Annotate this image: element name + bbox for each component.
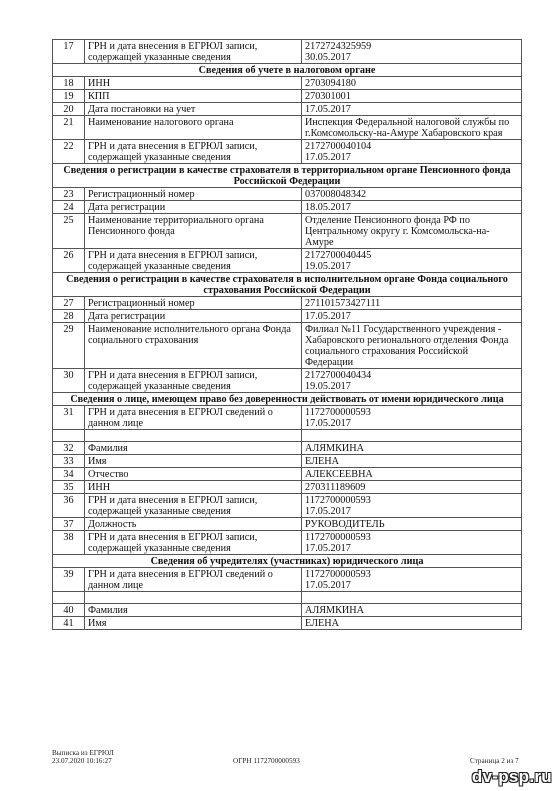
field-label: Регистрационный номер bbox=[85, 188, 302, 201]
table-row bbox=[53, 214, 522, 249]
section-header-row bbox=[53, 164, 522, 188]
field-value: 1172700000593 17.05.2017 bbox=[302, 568, 522, 592]
table-row bbox=[53, 77, 522, 90]
field-value: АЛЯМКИНА bbox=[302, 604, 522, 617]
row-number: 39 bbox=[53, 568, 85, 592]
row-number: 38 bbox=[53, 531, 85, 555]
table-row bbox=[53, 310, 522, 323]
field-value: 2172700040104 17.05.2017 bbox=[302, 140, 522, 164]
field-value: 17.05.2017 bbox=[302, 310, 522, 323]
section-title: Сведения об учете в налоговом органе bbox=[53, 64, 522, 77]
field-label: ГРН и дата внесения в ЕГРЮЛ записи, содержащей указанные сведения bbox=[85, 494, 302, 518]
row-number: 30 bbox=[53, 369, 85, 393]
table-row bbox=[53, 442, 522, 455]
field-label: Наименование налогового органа bbox=[85, 116, 302, 140]
field-value: Инспекция Федеральной налоговой службы по г.Комсомольску-на-Амуре Хабаровского края bbox=[302, 116, 522, 140]
field-label: Регистрационный номер bbox=[85, 297, 302, 310]
row-number: 29 bbox=[53, 323, 85, 369]
field-value: РУКОВОДИТЕЛЬ bbox=[302, 518, 522, 531]
field-label: ГРН и дата внесения в ЕГРЮЛ записи, содержащей указанные сведения bbox=[85, 249, 302, 273]
row-number: 23 bbox=[53, 188, 85, 201]
field-label: Имя bbox=[85, 455, 302, 468]
row-number: 35 bbox=[53, 481, 85, 494]
field-value: 1172700000593 17.05.2017 bbox=[302, 531, 522, 555]
table-row bbox=[53, 140, 522, 164]
table-row bbox=[53, 201, 522, 214]
field-value: 17.05.2017 bbox=[302, 103, 522, 116]
section-header-row bbox=[53, 555, 522, 568]
row-number: 31 bbox=[53, 406, 85, 430]
table-row bbox=[53, 90, 522, 103]
table-row bbox=[53, 604, 522, 617]
field-label: ИНН bbox=[85, 77, 302, 90]
row-number: 32 bbox=[53, 442, 85, 455]
row-number: 28 bbox=[53, 310, 85, 323]
table-row bbox=[53, 481, 522, 494]
table-row bbox=[53, 455, 522, 468]
section-title: Сведения о лице, имеющем право без доверенности действовать от имени юридического лица bbox=[53, 393, 522, 406]
footer-page-number: Страница 2 из 7 bbox=[470, 757, 519, 765]
field-value: 271101573427111 bbox=[302, 297, 522, 310]
field-label: ГРН и дата внесения в ЕГРЮЛ сведений о данном лице bbox=[85, 406, 302, 430]
table-row bbox=[53, 568, 522, 592]
field-value: 270301001 bbox=[302, 90, 522, 103]
field-label: Наименование исполнительного органа Фонда социального страхования bbox=[85, 323, 302, 369]
watermark: dv-psp.ru bbox=[471, 767, 552, 786]
table-row bbox=[53, 323, 522, 369]
row-number: 40 bbox=[53, 604, 85, 617]
row-number: 20 bbox=[53, 103, 85, 116]
field-value: ЕЛЕНА bbox=[302, 455, 522, 468]
field-label: ГРН и дата внесения в ЕГРЮЛ сведений о данном лице bbox=[85, 568, 302, 592]
row-number: 22 bbox=[53, 140, 85, 164]
table-row bbox=[53, 249, 522, 273]
table-row bbox=[53, 369, 522, 393]
empty-cell bbox=[85, 430, 302, 442]
field-label: Должность bbox=[85, 518, 302, 531]
field-label: ГРН и дата внесения в ЕГРЮЛ записи, содержащей указанные сведения bbox=[85, 140, 302, 164]
section-title: Сведения об учредителях (участниках) юридического лица bbox=[53, 555, 522, 568]
section-title: Сведения о регистрации в качестве страхователя в территориальном органе Пенсионного фонда Российской Федерации bbox=[53, 164, 522, 188]
field-label: Фамилия bbox=[85, 604, 302, 617]
field-label: ГРН и дата внесения в ЕГРЮЛ записи, содержащей указанные сведения bbox=[85, 531, 302, 555]
field-label: Дата регистрации bbox=[85, 201, 302, 214]
footer-left bbox=[52, 749, 114, 765]
field-label: Фамилия bbox=[85, 442, 302, 455]
field-value: 1172700000593 17.05.2017 bbox=[302, 494, 522, 518]
field-label: Дата постановки на учет bbox=[85, 103, 302, 116]
empty-cell bbox=[85, 592, 302, 604]
field-value: АЛЯМКИНА bbox=[302, 442, 522, 455]
table-row bbox=[53, 297, 522, 310]
field-value: 270311189609 bbox=[302, 481, 522, 494]
field-value: 1172700000593 17.05.2017 bbox=[302, 406, 522, 430]
field-value: 18.05.2017 bbox=[302, 201, 522, 214]
footer-doc-title: Выписка из ЕГРЮЛ bbox=[52, 749, 114, 757]
row-number: 17 bbox=[53, 40, 85, 64]
section-header-row bbox=[53, 393, 522, 406]
row-number: 27 bbox=[53, 297, 85, 310]
field-value: 2172700040434 19.05.2017 bbox=[302, 369, 522, 393]
spacer-row bbox=[53, 592, 522, 604]
row-number: 19 bbox=[53, 90, 85, 103]
row-number: 26 bbox=[53, 249, 85, 273]
egrul-table-body bbox=[53, 40, 522, 630]
empty-cell bbox=[53, 430, 85, 442]
empty-cell bbox=[302, 592, 522, 604]
table-row bbox=[53, 40, 522, 64]
table-row bbox=[53, 103, 522, 116]
spacer-row bbox=[53, 430, 522, 442]
field-value: Филиал №11 Государственного учреждения - Хабаровского регионального отделения Фонда социального страхования Российской Федерации bbox=[302, 323, 522, 369]
field-label: Наименование территориального органа Пенсионного фонда bbox=[85, 214, 302, 249]
field-value: 2703094180 bbox=[302, 77, 522, 90]
table-row bbox=[53, 406, 522, 430]
field-label: Имя bbox=[85, 617, 302, 630]
row-number: 36 bbox=[53, 494, 85, 518]
row-number: 21 bbox=[53, 116, 85, 140]
egrul-table bbox=[52, 39, 522, 630]
empty-cell bbox=[53, 592, 85, 604]
table-row bbox=[53, 188, 522, 201]
row-number: 25 bbox=[53, 214, 85, 249]
row-number: 18 bbox=[53, 77, 85, 90]
section-title: Сведения о регистрации в качестве страхователя в исполнительном органе Фонда социального страхования Российской Федерации bbox=[53, 273, 522, 297]
row-number: 41 bbox=[53, 617, 85, 630]
field-value: 037008048342 bbox=[302, 188, 522, 201]
row-number: 33 bbox=[53, 455, 85, 468]
field-label: ГРН и дата внесения в ЕГРЮЛ записи, содержащей указанные сведения bbox=[85, 40, 302, 64]
section-header-row bbox=[53, 273, 522, 297]
table-row bbox=[53, 518, 522, 531]
row-number: 34 bbox=[53, 468, 85, 481]
empty-cell bbox=[302, 430, 522, 442]
table-row bbox=[53, 494, 522, 518]
table-row bbox=[53, 531, 522, 555]
field-label: КПП bbox=[85, 90, 302, 103]
table-row bbox=[53, 116, 522, 140]
field-label: Отчество bbox=[85, 468, 302, 481]
footer-datetime: 23.07.2020 10:16:27 bbox=[52, 757, 112, 765]
field-value: 2172700040445 19.05.2017 bbox=[302, 249, 522, 273]
row-number: 24 bbox=[53, 201, 85, 214]
footer-ogrn: ОГРН 1172700000593 bbox=[233, 757, 300, 765]
field-value: Отделение Пенсионного фонда РФ по Центральному округу г. Комсомольска-на-Амуре bbox=[302, 214, 522, 249]
row-number: 37 bbox=[53, 518, 85, 531]
table-row bbox=[53, 617, 522, 630]
field-label: Дата регистрации bbox=[85, 310, 302, 323]
field-label: ИНН bbox=[85, 481, 302, 494]
table-row bbox=[53, 468, 522, 481]
field-value: 2172724325959 30.05.2017 bbox=[302, 40, 522, 64]
field-value: ЕЛЕНА bbox=[302, 617, 522, 630]
section-header-row bbox=[53, 64, 522, 77]
field-value: АЛЕКСЕЕВНА bbox=[302, 468, 522, 481]
field-label: ГРН и дата внесения в ЕГРЮЛ записи, содержащей указанные сведения bbox=[85, 369, 302, 393]
